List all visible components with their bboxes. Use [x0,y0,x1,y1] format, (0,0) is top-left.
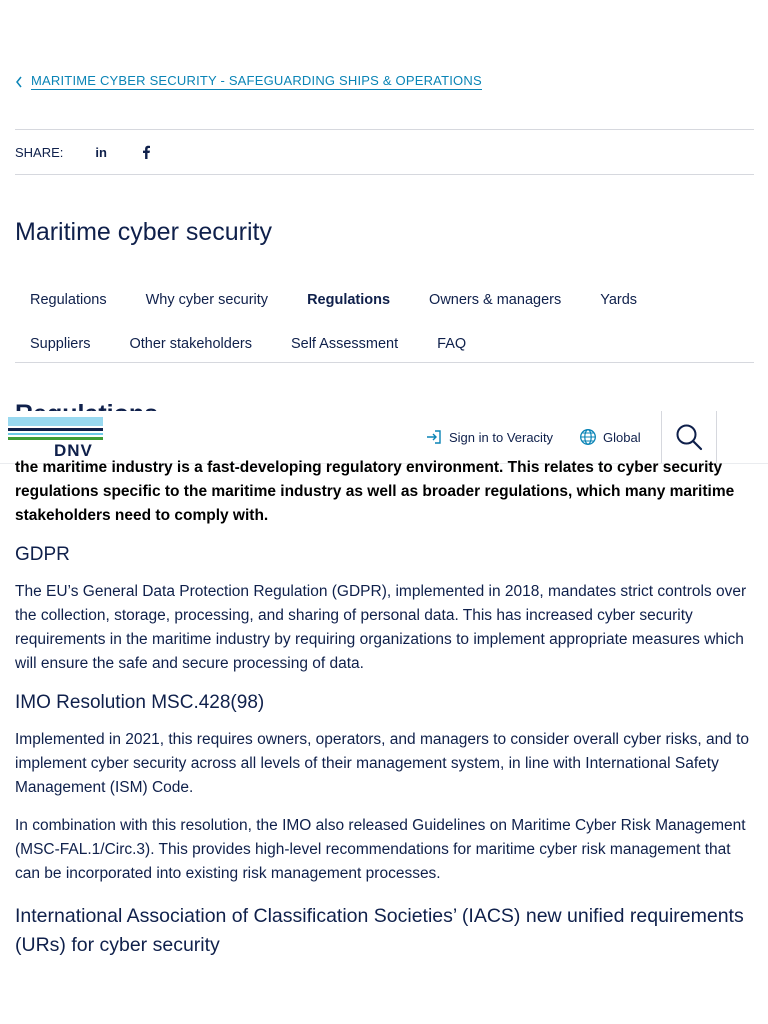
tab-owners-managers[interactable]: Owners & managers [429,292,562,308]
share-label: SHARE: [15,144,64,160]
gdpr-heading: GDPR [15,544,70,565]
breadcrumb-link[interactable]: MARITIME CYBER SECURITY - SAFEGUARDING SHIPS & OPERATIONS [31,73,482,88]
tab-why-cyber-security[interactable]: Why cyber security [145,292,269,308]
tab-regulations-active[interactable]: Regulations [307,292,391,308]
iacs-heading: International Association of Classification Societies’ (IACS) new unified requirements (URs) for cyber security [15,905,744,956]
facebook-icon[interactable] [141,145,151,159]
global-label: Global [603,429,641,445]
logo-band-blue [8,433,103,435]
section-tabs [15,278,754,363]
dnv-logo[interactable] [8,417,103,459]
breadcrumb [15,73,482,90]
globe-icon [579,428,597,446]
imo-heading: IMO Resolution MSC.428(98) [15,692,265,713]
intro-paragraph: the maritime industry is a fast-developing regulatory environment. This relates to cyber security regulations specific to the maritime industry as well as broader regulations, which many maritime stakeholders need to comply with. [15,459,735,524]
logo-band-navy [8,428,103,431]
gdpr-paragraph: The EU’s General Data Protection Regulation (GDPR), implemented in 2018, mandates strict controls over the collection, storage, processing, and sharing of personal data. This has increased cyber security requirements in the maritime industry by requiring organizations to implement appropriate measures which will ensure the safe and secure processing of data. [15,583,747,672]
tab-row-2 [15,322,754,366]
tab-yards[interactable]: Yards [600,292,638,308]
tab-row-1 [15,278,754,322]
tab-suppliers[interactable]: Suppliers [30,336,91,352]
global-selector[interactable] [579,428,641,446]
logo-text: DNV [54,441,93,460]
page-title: Maritime cyber security [15,218,272,246]
sign-in-icon [425,428,443,446]
sign-in-link[interactable] [425,428,553,446]
logo-band-light-blue [8,417,103,426]
tab-self-assessment[interactable]: Self Assessment [290,336,399,352]
chevron-left-icon [15,76,23,88]
logo-band-green [8,437,103,440]
share-bar [15,129,754,175]
imo-paragraph-1: Implemented in 2021, this requires owners, operators, and managers to consider overall cyber risks, and to implement cyber security across all levels of their management system, in line with International Safety Management (ISM) Code. [15,731,750,796]
tab-faq[interactable]: FAQ [437,336,467,352]
tab-other-stakeholders[interactable]: Other stakeholders [129,336,252,352]
search-icon [675,423,703,451]
tab-regulations[interactable]: Regulations [30,292,107,308]
sign-in-label: Sign in to Veracity [449,429,554,445]
imo-paragraph-2: In combination with this resolution, the IMO also released Guidelines on Maritime Cyber Risk Management (MSC-FAL.1/Circ.3). This provides high-level recommendations for maritime cyber risk management that can be incorporated into existing risk management processes. [15,817,746,882]
main-content [15,456,755,974]
linkedin-icon[interactable]: in [95,144,107,160]
